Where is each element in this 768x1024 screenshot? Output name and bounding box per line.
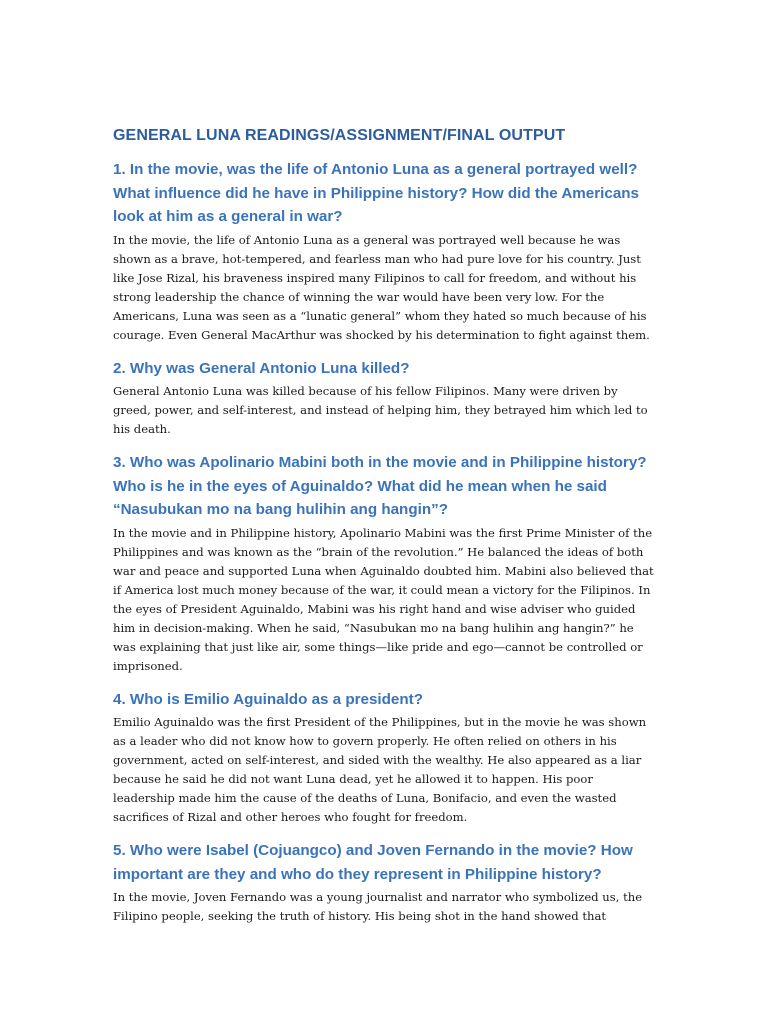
question-1: 1. In the movie, was the life of Antonio Luna as a general portrayed well? What influence did he have in Philippine history? How did the Americans look at him as a general in war? xyxy=(113,161,640,225)
document-title: GENERAL LUNA READINGS/ASSIGNMENT/FINAL OUTPUT xyxy=(113,127,566,144)
answer-4: Emilio Aguinaldo was the first President of the Philippines, but in the movie he was shown as a leader who did not know how to govern properly. He often relied on others in his government, acted on self-interest, and sided with the wealthy. He also appeared as a liar because he said he did not want Luna dead, yet he allowed it to happen. His poor leadership made him the cause of the deaths of Luna, Bonifacio, and even the wasted sacrifices of Rizal and other heroes who fought for freedom. xyxy=(113,715,647,824)
section-4 xyxy=(113,688,658,828)
section-1 xyxy=(113,158,658,345)
answer-1: In the movie, the life of Antonio Luna as a general was portrayed well because he was shown as a brave, hot-tempered, and fearless man who had pure love for his country. Just like Jose Rizal, his braveness inspired many Filipinos to call for freedom, and without his strong leadership the chance of winning the war would have been very low. For the Americans, Luna was seen as a “lunatic general” whom they hated so much because of his courage. Even General MacArthur was shocked by his determination to fight against them. xyxy=(113,232,650,342)
question-4: 4. Who is Emilio Aguinaldo as a president? xyxy=(113,690,423,708)
question-3: 3. Who was Apolinario Mabini both in the movie and in Philippine history? Who is he in the eyes of Aguinaldo? What did he mean when he said “Nasubukan mo na bang hulihin ang hangin”? xyxy=(113,454,647,518)
section-3 xyxy=(113,451,658,676)
section-5 xyxy=(113,839,658,926)
answer-5: In the movie, Joven Fernando was a young journalist and narrator who symbolized us, the Filipino people, seeking the truth of history. His being shot in the hand showed that xyxy=(113,890,643,923)
question-5: 5. Who were Isabel (Cojuangco) and Joven Fernando in the movie? How important are they and who do they represent in Philippine history? xyxy=(113,842,633,883)
answer-2: General Antonio Luna was killed because of his fellow Filipinos. Many were driven by greed, power, and self-interest, and instead of helping him, they betrayed him which led to his death. xyxy=(113,384,648,436)
answer-3: In the movie and in Philippine history, Apolinario Mabini was the first Prime Minister of the Philippines and was known as the “brain of the revolution.” He balanced the ideas of both war and peace and supported Luna when Aguinaldo doubted him. Mabini also believed that if America lost much money because of the war, it could mean a victory for the Filipinos. In the eyes of President Aguinaldo, Mabini was his right hand and wise adviser who guided him in decision-making. When he said, “Nasubukan mo na bang hulihin ang hangin?” he was explaining that just like air, some things—like pride and ego—cannot be controlled or imprisoned. xyxy=(113,525,654,673)
question-2: 2. Why was General Antonio Luna killed? xyxy=(113,359,410,377)
section-2 xyxy=(113,357,658,440)
document-page xyxy=(113,124,658,926)
